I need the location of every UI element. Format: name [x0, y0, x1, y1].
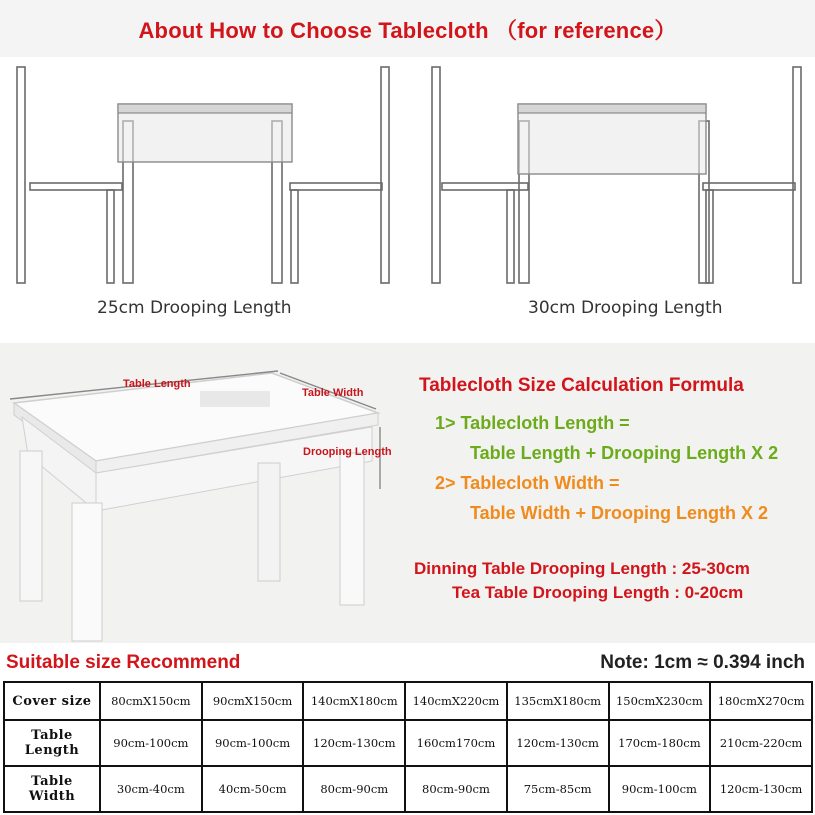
table-cell: 180cmX270cm — [710, 682, 812, 720]
tablecloth-shape — [518, 104, 706, 174]
table-cell: 120cm-130cm — [710, 766, 812, 812]
row-header-cover-size: Cover size — [4, 682, 100, 720]
drooping-length-label: Drooping Length — [303, 446, 392, 458]
table-cell: 90cmX150cm — [202, 682, 304, 720]
row-header-table-width — [4, 766, 100, 812]
dining-table-drooping: Dinning Table Drooping Length : 25-30cm — [414, 559, 750, 578]
row-header-line: Table — [31, 728, 73, 743]
table-cell: 140cmX220cm — [405, 682, 507, 720]
diagram-caption-25cm: 25cm Drooping Length — [97, 298, 292, 318]
diagram-caption-30cm: 30cm Drooping Length — [528, 298, 723, 318]
recommend-bar — [0, 645, 815, 679]
row-header-line: Table — [31, 774, 73, 789]
table-row — [4, 720, 812, 766]
table-length-label: Table Length — [123, 378, 191, 390]
size-table — [3, 681, 813, 813]
table-cell: 90cm-100cm — [100, 720, 202, 766]
table-cell: 120cm-130cm — [507, 720, 609, 766]
formula-length-expression: Table Length + Drooping Length X 2 — [470, 443, 779, 463]
diagram-30cm — [410, 57, 815, 297]
row-header-line: Width — [28, 789, 76, 804]
row-header-line: Length — [24, 743, 80, 758]
formula-width-expression: Table Width + Drooping Length X 2 — [470, 503, 768, 523]
table-photo-section — [0, 343, 815, 643]
title-bar — [0, 0, 815, 58]
formula-heading: Tablecloth Size Calculation Formula — [419, 375, 744, 396]
formula-length-line: 1> Tablecloth Length = — [435, 413, 630, 433]
table-cell: 40cm-50cm — [202, 766, 304, 812]
table-cell: 120cm-130cm — [303, 720, 405, 766]
table-cell: 80cmX150cm — [100, 682, 202, 720]
table-cell: 75cm-85cm — [507, 766, 609, 812]
table-cell: 170cm-180cm — [609, 720, 711, 766]
page-title: About How to Choose Tablecloth （for reference） — [138, 18, 677, 43]
row-header-table-length — [4, 720, 100, 766]
table-cell: 150cmX230cm — [609, 682, 711, 720]
table-cell: 90cm-100cm — [202, 720, 304, 766]
unit-note: Note: 1cm ≈ 0.394 inch — [600, 652, 805, 673]
table-cell: 135cmX180cm — [507, 682, 609, 720]
table-cell: 80cm-90cm — [303, 766, 405, 812]
tablecloth-shape — [118, 104, 292, 162]
table-cell: 30cm-40cm — [100, 766, 202, 812]
drooping-diagrams — [0, 57, 815, 342]
table-row — [4, 766, 812, 812]
diagram-25cm — [0, 57, 410, 297]
recommend-title: Suitable size Recommend — [6, 652, 241, 673]
tea-table-drooping: Tea Table Drooping Length : 0-20cm — [452, 583, 744, 602]
formula-width-line: 2> Tablecloth Width = — [435, 473, 620, 493]
table-cell: 80cm-90cm — [405, 766, 507, 812]
table-row — [4, 682, 812, 720]
table-cell: 140cmX180cm — [303, 682, 405, 720]
table-cell: 210cm-220cm — [710, 720, 812, 766]
table-cell: 90cm-100cm — [609, 766, 711, 812]
table-cell: 160cm170cm — [405, 720, 507, 766]
table-width-label: Table Width — [302, 387, 364, 399]
